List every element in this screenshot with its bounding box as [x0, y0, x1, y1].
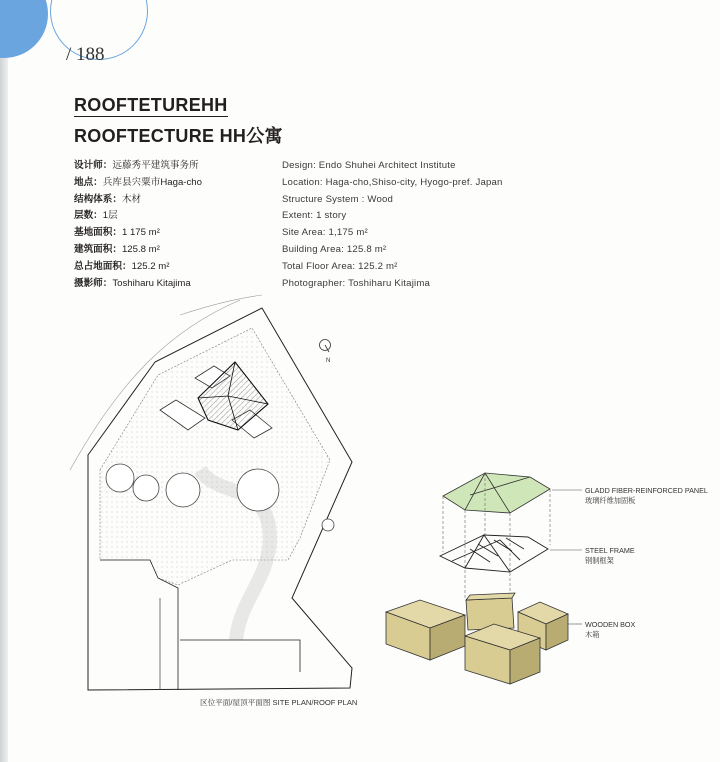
- road-curve-inner: [180, 295, 262, 315]
- label-fiber-panel: GLADD FIBER-REINFORCED PANEL 玻璃纤维加固板: [585, 486, 708, 505]
- info-row-floor-area: 总占地面积：125.2 m²: [74, 260, 170, 272]
- site-plan-caption: 区位平面/屋顶平面图 SITE PLAN/ROOF PLAN: [200, 698, 358, 707]
- info-row-location: 地点：兵库县宍粟市Haga-cho: [74, 176, 202, 188]
- steel-frame: [440, 535, 548, 572]
- info-en-floor-area: Total Floor Area: 125.2 m²: [282, 260, 398, 272]
- parking-lot: [180, 640, 300, 672]
- page-number: / 188: [66, 44, 105, 65]
- tree: [322, 519, 334, 531]
- tree: [133, 475, 159, 501]
- info-row-photographer: 摄影师：Toshiharu Kitajima: [74, 277, 191, 289]
- info-en-structure: Structure System : Wood: [282, 193, 394, 205]
- info-en-photographer: Photographer: Toshiharu Kitajima: [282, 277, 431, 289]
- wooden-boxes: [386, 593, 568, 684]
- label-steel-frame: STEEL FRAME 钢制框架: [585, 546, 635, 565]
- site-plan: [70, 295, 352, 690]
- info-row-structure: 结构体系：木材: [74, 193, 142, 205]
- info-en-site-area: Site Area: 1,175 m²: [282, 227, 368, 239]
- leader-lines: [550, 490, 582, 624]
- info-row-designer: 设计师：远藤秀平建筑事务所: [74, 160, 199, 171]
- exploded-axonometric: [386, 473, 582, 684]
- info-en-design: Design: Endo Shuhei Architect Institute: [282, 160, 456, 171]
- project-subtitle: ROOFTECTURE HH公寓: [74, 126, 283, 146]
- info-row-site-area: 基地面积：1 175 m²: [74, 227, 160, 239]
- info-en-extent: Extent: 1 story: [282, 210, 347, 222]
- fiber-panel: [443, 473, 550, 513]
- tree: [106, 464, 134, 492]
- info-en-building-area: Building Area: 125.8 m²: [282, 243, 387, 255]
- info-en-location: Location: Haga-cho,Shiso-city, Hyogo-pref. Japan: [282, 176, 503, 188]
- info-row-building-area: 建筑面积：125.8 m²: [74, 243, 160, 255]
- tree: [166, 473, 200, 507]
- label-wooden-box: WOODEN BOX 木箱: [585, 620, 636, 639]
- north-label: N: [326, 358, 331, 364]
- tree: [237, 469, 279, 511]
- project-title: ROOFTETUREHH: [74, 95, 228, 115]
- info-row-floors: 层数：1层: [74, 210, 118, 222]
